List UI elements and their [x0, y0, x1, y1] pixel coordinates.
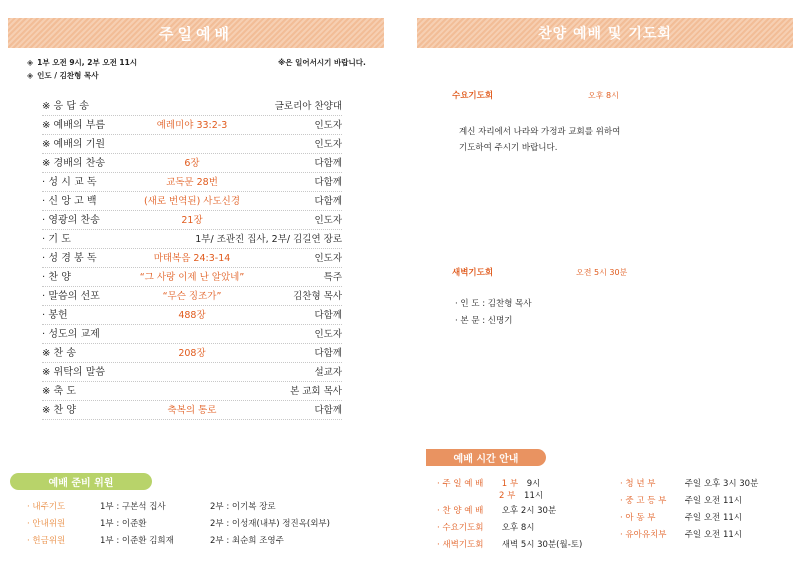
dawn-leader: · 인 도 : 김찬형 목사: [455, 299, 532, 309]
order-title: · 기 도: [42, 234, 71, 245]
schedule-label: · 중 고 등 부: [620, 496, 667, 506]
order-detail: 488장: [178, 310, 206, 321]
dawn-time: 오전 5시 30분: [576, 268, 628, 277]
dawn-label: 새벽기도회: [452, 268, 494, 278]
order-leader: 설교자: [314, 367, 342, 378]
committee-role: · 안내위원: [27, 519, 66, 529]
order-title: ※ 찬 양: [42, 405, 77, 416]
schedule-label: · 주 일 예 배: [437, 479, 484, 489]
order-row: [42, 344, 342, 363]
praise-banner: 찬양 예배 및 기도회: [417, 18, 793, 48]
committee-first: 1부 : 구본석 집사: [100, 502, 166, 512]
order-leader: 다함께: [314, 348, 342, 359]
committee-row: [27, 517, 330, 529]
wednesday-time: 오후 8시: [588, 91, 619, 100]
schedule-label: · 아 동 부: [620, 513, 656, 523]
order-leader: 인도자: [314, 215, 342, 226]
order-row: [42, 211, 342, 230]
schedule-value: 오후 2시 30분: [501, 506, 557, 516]
schedule-label: · 새벽기도회: [437, 540, 484, 550]
order-title: ※ 예배의 기원: [42, 139, 106, 150]
order-title: ※ 경배의 찬송: [42, 158, 106, 169]
schedule-sunday-2: [499, 489, 543, 501]
schedule-value: 오후 8시: [501, 523, 535, 533]
schedule-sunday: [437, 477, 540, 489]
order-leader: 다함께: [314, 177, 342, 188]
schedule-wednesday: [437, 521, 534, 533]
schedule-label: · 청 년 부: [620, 479, 656, 489]
order-row: [42, 154, 342, 173]
schedule-time: 9시: [526, 479, 541, 489]
schedule-dawn: [437, 538, 582, 550]
order-leader: 다함께: [314, 158, 342, 169]
order-leader: 인도자: [314, 120, 342, 131]
committee-title: 예배 준비 위원: [10, 473, 152, 490]
diamond-icon: ◈: [27, 58, 34, 67]
committee-first: 1부 : 이준환 김희재: [100, 536, 174, 546]
leader-line: [27, 70, 98, 81]
order-leader: 본 교회 목사: [290, 386, 342, 397]
committee-row: [27, 500, 276, 512]
schedule-title: 예배 시간 안내: [426, 449, 546, 466]
leader-text: 인도 / 김찬형 목사: [37, 71, 99, 80]
schedule-value: 주일 오후 3시 30분: [684, 479, 759, 489]
wednesday-label: 수요기도회: [452, 91, 494, 101]
order-leader: 인도자: [314, 253, 342, 264]
order-detail: “무슨 징조가”: [162, 291, 222, 302]
committee-row: [27, 534, 284, 546]
order-leader: 다함께: [314, 196, 342, 207]
schedule-label: · 찬 양 예 배: [437, 506, 484, 516]
schedule-children: [620, 511, 742, 523]
wednesday-text-1: 계신 자리에서 나라와 가정과 교회를 위하여: [459, 127, 621, 137]
committee-first: 1부 : 이준환: [100, 519, 147, 529]
order-detail: 예레미야 33:2-3: [156, 120, 228, 131]
order-leader: 다함께: [314, 405, 342, 416]
order-detail: “그 사랑 이제 난 알았네”: [139, 272, 245, 283]
order-detail: 축복의 통로: [167, 405, 217, 416]
committee-role: · 헌금위원: [27, 536, 66, 546]
order-detail: 208장: [178, 348, 206, 359]
committee-role: · 내주기도: [27, 502, 66, 512]
order-title: · 성도의 교제: [42, 329, 100, 340]
order-title: ※ 축 도: [42, 386, 77, 397]
order-title: · 성 경 봉 독: [42, 253, 97, 264]
dawn-scripture: · 본 문 : 신명기: [455, 316, 513, 326]
schedule-label: · 수요기도회: [437, 523, 484, 533]
schedule-youth: [620, 477, 758, 489]
order-row: [42, 249, 342, 268]
schedule-value: 새벽 5시 30분(월-토): [501, 540, 583, 550]
order-detail: 교독문 28번: [166, 177, 218, 188]
schedule-part: 1 부: [501, 479, 519, 489]
order-leader: 인도자: [314, 139, 342, 150]
order-row: [42, 363, 342, 382]
order-title: · 영광의 찬송: [42, 215, 100, 226]
order-row: [42, 135, 342, 154]
committee-second: 2부 : 이성재(내부) 정진옥(외부): [210, 519, 330, 529]
order-leader: 다함께: [314, 310, 342, 321]
order-detail: (새로 번역된) 사도신경: [143, 196, 241, 207]
service-times: 1부 오전 9시, 2부 오전 11시: [37, 58, 138, 67]
order-row: [42, 382, 342, 401]
schedule-middle-high: [620, 494, 742, 506]
standing-note: [278, 57, 366, 68]
committee-second: 2부 : 이기복 장로: [210, 502, 276, 512]
service-times-line: [27, 57, 137, 68]
order-row: [42, 268, 342, 287]
order-row: [42, 116, 342, 135]
order-row: [42, 325, 342, 344]
order-leader: 김찬형 목사: [293, 291, 342, 302]
committee-second: 2부 : 최순희 조영주: [210, 536, 284, 546]
order-row: [42, 306, 342, 325]
order-row: [42, 401, 342, 420]
order-detail: 6장: [184, 158, 200, 169]
schedule-value: 주일 오전 11시: [684, 496, 742, 506]
order-leader: 1부/ 조관진 집사, 2부/ 김길연 장로: [195, 234, 342, 245]
order-title: · 신 앙 고 백: [42, 196, 97, 207]
schedule-part: 2 부: [499, 491, 516, 501]
order-row: [42, 230, 342, 249]
schedule-value: 주일 오전 11시: [684, 530, 742, 540]
order-row: [42, 192, 342, 211]
order-leader: 인도자: [314, 329, 342, 340]
order-title: · 성 시 교 독: [42, 177, 97, 188]
schedule-time: 11시: [524, 491, 544, 501]
standing-note-text: ※은 일어서시기 바랍니다.: [278, 58, 366, 67]
schedule-label: · 유아유치부: [620, 530, 667, 540]
order-title: · 봉헌: [42, 310, 68, 321]
order-detail: 마태복음 24:3-14: [153, 253, 231, 264]
order-row: [42, 287, 342, 306]
schedule-praise: [437, 504, 556, 516]
order-title: ※ 예배의 부름: [42, 120, 106, 131]
wednesday-text-2: 기도하여 주시기 바랍니다.: [459, 143, 558, 153]
schedule-kinder: [620, 528, 742, 540]
order-title: ※ 위탁의 말씀: [42, 367, 106, 378]
order-leader: 글로리아 찬양대: [274, 101, 342, 112]
order-leader: 특주: [323, 272, 342, 283]
order-title: ※ 찬 송: [42, 348, 77, 359]
order-row: [42, 97, 342, 116]
diamond-icon: ◈: [27, 71, 34, 80]
order-title: · 말씀의 선포: [42, 291, 100, 302]
worship-banner: 주일예배: [8, 18, 384, 48]
schedule-value: 주일 오전 11시: [684, 513, 742, 523]
order-row: [42, 173, 342, 192]
order-detail: 21장: [181, 215, 203, 226]
right-page: [400, 0, 800, 566]
order-title: · 찬 양: [42, 272, 71, 283]
order-title: ※ 응 답 송: [42, 101, 89, 112]
